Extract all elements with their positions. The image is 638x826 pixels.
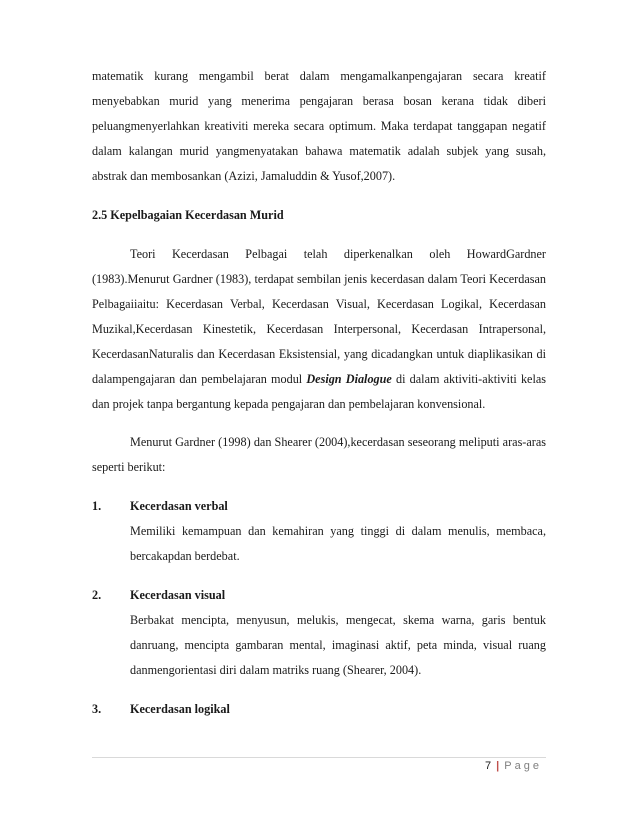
document-body: [92, 64, 546, 722]
paragraph-intro: matematik kurang mengambil berat dalam mengamalkanpengajaran secara kreatif menyebabkan murid yang menerima pengajaran berasa bosan kerana tidak diberi peluangmenyerlahkan kreativiti mereka secara optimum. Maka terdapat tanggapan negatif dalam kalangan murid yangmenyatakan bahawa matematik adalah subjek yang susah, abstrak dan membosankan (Azizi, Jamaluddin & Yusof,2007).: [92, 69, 546, 183]
footer-divider: [92, 757, 546, 758]
list-item-number: 1.: [92, 499, 102, 513]
list-item-title: [92, 494, 546, 519]
paragraph-theory-text: Teori Kecerdasan Pelbagai telah diperkenalkan oleh HowardGardner (1983).Menurut Gardner (1983), terdapat sembilan jenis kecerdasan dalam Teori Kecerdasan Pelbagaiiaitu: Kecerdasan Verbal, Kecerdasan Visual, Kecerdasan Logikal, Kecerdasan Muzikal,Kecerdasan Kinestetik, Kecerdasan Interpersonal, Kecerdasan Intrapersonal, KecerdasanNaturalis dan Kecerdasan Eksistensial, yang dicadangkan untuk diaplikasikan di dalampengajaran dan pembelajaran modul: [92, 247, 546, 386]
list-item-title: [92, 697, 546, 722]
list-item-number: 2.: [92, 588, 102, 602]
list-item-text: Berbakat mencipta, menyusun, melukis, mengecat, skema warna, garis bentuk danruang, mencipta gambaran mental, imaginasi aktif, peta minda, visual ruang danmengorientasi diri dalam matriks ruang (Shearer, 2004).: [130, 613, 546, 677]
paragraph-levels: Menurut Gardner (1998) dan Shearer (2004),kecerdasan seseorang meliputi aras-aras seperti berikut:: [92, 435, 546, 474]
page-footer: [485, 760, 542, 772]
list-item-number: 3.: [92, 702, 102, 716]
footer-separator: |: [496, 760, 501, 772]
module-name: Design Dialogue: [306, 372, 392, 386]
list-item-heading: Kecerdasan visual: [130, 588, 226, 602]
list-item-title: [92, 583, 546, 608]
section-heading: 2.5 Kepelbagaian Kecerdasan Murid: [92, 208, 284, 222]
list-item-heading: Kecerdasan logikal: [130, 702, 230, 716]
list-item-text: Memiliki kemampuan dan kemahiran yang tinggi di dalam menulis, membaca, bercakapdan berdebat.: [130, 524, 546, 563]
list-item-heading: Kecerdasan verbal: [130, 499, 228, 513]
paragraph-theory-text-end: di dalam aktiviti-aktiviti kelas dan projek tanpa bergantung kepada pengajaran dan pembelajaran konvensional.: [92, 372, 546, 411]
page-label: Page: [504, 760, 542, 772]
page-number: 7: [484, 760, 493, 772]
paragraph-theory: [92, 242, 546, 417]
